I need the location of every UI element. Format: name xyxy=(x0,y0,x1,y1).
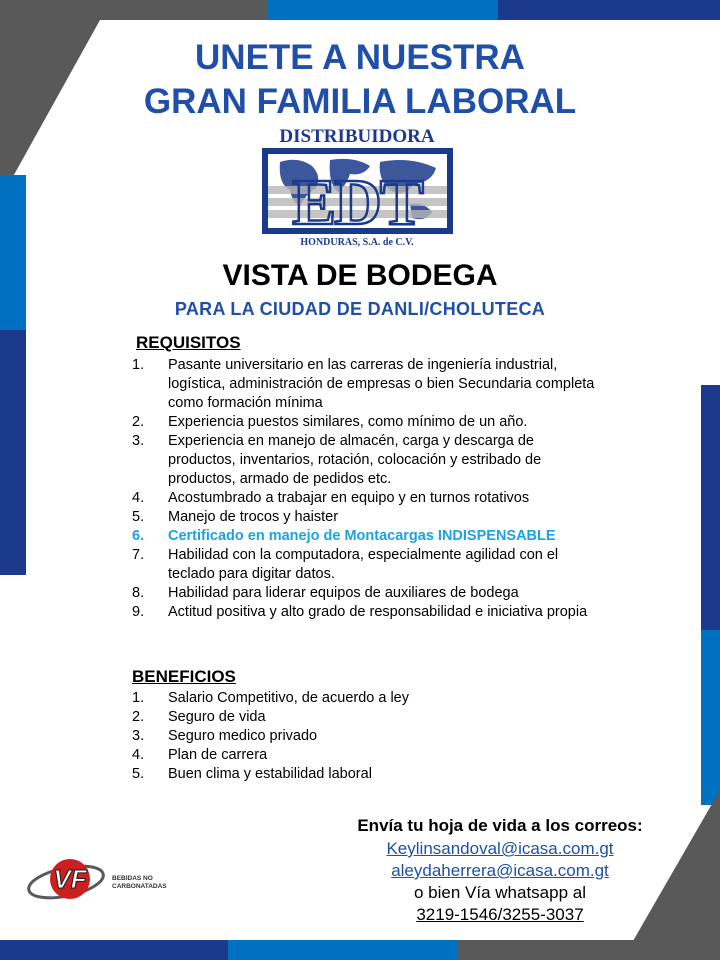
logo-bottom-text: HONDURAS, S.A. de C.V. xyxy=(300,237,414,248)
email-link-2[interactable]: aleydaherrera@icasa.com.gt xyxy=(391,861,609,880)
whatsapp-label: o bien Vía whatsapp al xyxy=(413,883,586,902)
list-item-highlighted: 6. Certificado en manejo de Montacargas INDISPENSABLE xyxy=(132,528,556,544)
list-item: 1. Pasante universitario en las carreras de ingeniería industrial, logística, administración de empresas o bien Secundaria completa como formación mínima xyxy=(132,357,595,411)
benefits-list xyxy=(132,689,602,784)
list-item: 4. Acostumbrado a trabajar en equipo y en turnos rotativos xyxy=(132,490,530,506)
requirements-heading: REQUISITOS xyxy=(136,333,241,352)
requirements-list xyxy=(132,356,602,622)
job-city: PARA LA CIUDAD DE DANLI/CHOLUTECA xyxy=(174,299,546,319)
company-logo xyxy=(260,124,455,248)
title-line-2: GRAN FAMILIA LABORAL xyxy=(143,82,577,121)
logo-letters: EDT xyxy=(292,166,422,239)
list-item: 5. Manejo de trocos y haister xyxy=(132,509,339,525)
contact-block xyxy=(320,814,680,926)
vf-tagline-1: BEBIDAS NO xyxy=(112,875,153,882)
contact-heading: Envía tu hoja de vida a los correos: xyxy=(357,816,643,835)
list-item: 4. Plan de carrera xyxy=(132,747,268,763)
list-item: 2. Seguro de vida xyxy=(132,709,266,725)
logo-top-text: DISTRIBUIDORA xyxy=(279,126,435,147)
job-position-title: VISTA DE BODEGA xyxy=(222,259,498,292)
vf-tagline-2: CARBONATADAS xyxy=(112,883,167,890)
vf-brand-logo xyxy=(26,852,176,908)
list-item: 9. Actitud positiva y alto grado de responsabilidad e iniciativa propia xyxy=(132,604,588,620)
list-item: 8. Habilidad para liderar equipos de auxiliares de bodega xyxy=(132,585,519,601)
benefits-heading: BENEFICIOS xyxy=(132,667,236,686)
phone-number: 3219-1546/3255-3037 xyxy=(416,905,584,924)
list-item: 5. Buen clima y estabilidad laboral xyxy=(132,766,372,782)
page-title xyxy=(0,36,720,124)
title-line-1: UNETE A NUESTRA xyxy=(195,38,525,77)
list-item: 7. Habilidad con la computadora, especialmente agilidad con el teclado para digitar datos. xyxy=(132,547,559,582)
list-item: 2. Experiencia puestos similares, como mínimo de un año. xyxy=(132,414,528,430)
list-item: 1. Salario Competitivo, de acuerdo a ley xyxy=(132,690,409,706)
list-item: 3. Experiencia en manejo de almacén, carga y descarga de productos, inventarios, rotación, colocación y estribado de productos, armado de pedidos etc. xyxy=(132,433,542,487)
email-link-1[interactable]: Keylinsandoval@icasa.com.gt xyxy=(386,839,614,858)
vf-letters: VF xyxy=(53,864,87,894)
list-item: 3. Seguro medico privado xyxy=(132,728,318,744)
